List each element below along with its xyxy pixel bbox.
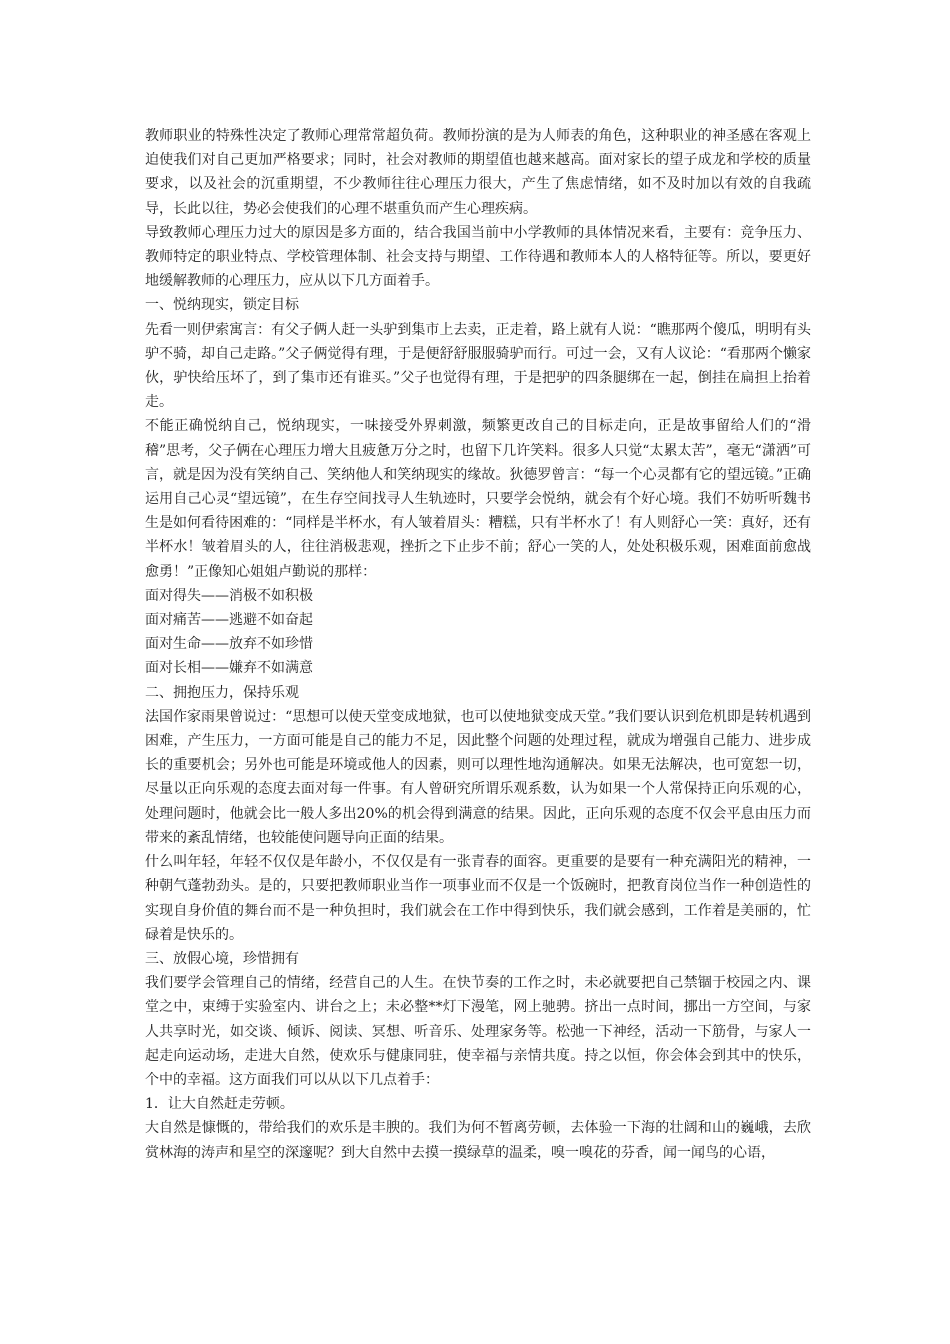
document-body: [145, 124, 811, 1165]
paragraph-intro-2: 导致教师心理压力过大的原因是多方面的，结合我国当前中小学教师的具体情况来看，主要有：竞争压力、教师特定的职业特点、学校管理体制、社会支持与期望、工作待遇和教师本人的人格特征等。所以，要更好地缓解教师的心理压力，应从以下几方面着手。: [145, 224, 811, 290]
list-item-appearance: 面对长相——嫌弃不如满意: [145, 660, 313, 677]
list-item-pain: 面对痛苦——逃避不如奋起: [145, 612, 313, 629]
paragraph-intro-1: 教师职业的特殊性决定了教师心理常常超负荷。教师扮演的是为人师表的角色，这种职业的神圣感在客观上迫使我们对自己更加严格要求；同时，社会对教师的期望值也越来越高。面对家长的望子成龙和学校的质量要求，以及社会的沉重期望，不少教师往往心理压力很大，产生了焦虑情绪，如不及时加以有效的自我疏导，长此以往，势必会使我们的心理不堪重负而产生心理疾病。: [145, 128, 811, 217]
paragraph-fable: 先看一则伊索寓言：有父子俩人赶一头驴到集市上去卖，正走着，路上就有人说：“瞧那两个傻瓜，明明有头驴不骑，却自己走路。”父子俩觉得有理，于是便舒舒服服骑驴而行。可过一会，又有人议论：“看那两个懒家伙，驴快给压坏了，到了集市还有谁买。”父子也觉得有理，于是把驴的四条腿绑在一起，倒挂在扁担上抬着走。: [145, 321, 811, 411]
section-heading-3: 三、放假心境，珍惜拥有: [145, 950, 299, 967]
paragraph-youth: 什么叫年轻，年轻不仅仅是年龄小，不仅仅是有一张青春的面容。更重要的是要有一种充满阳光的精神，一种朝气蓬勃劲头。是的，只要把教师职业当作一项事业而不仅是一个饭碗时，把教育岗位当作一种创造性的实现自身价值的舞台而不是一种负担时，我们就会在工作中得到快乐，我们就会感到，工作着是美丽的，忙碌着是快乐的。: [145, 854, 811, 943]
paragraph-nature: 大自然是慷慨的，带给我们的欢乐是丰腴的。我们为何不暂离劳顿，去体验一下海的壮阔和山的巍峨，去欣赏林海的涛声和星空的深邃呢？到大自然中去摸一摸绿草的温柔，嗅一嗅花的芬香，闻一闻鸟的心语，: [145, 1120, 811, 1161]
section-heading-2: 二、拥抱压力，保持乐观: [145, 684, 299, 701]
paragraph-acceptance: 不能正确悦纳自己，悦纳现实，一味接受外界刺激，频繁更改自己的目标走向，正是故事留给人们的“滑稽”思考，父子俩在心理压力增大且疲惫万分之时，也留下几许笑料。很多人只觉“太累太苦”，毫无“潇洒”可言，就是因为没有笑纳自己、笑纳他人和笑纳现实的缘故。狄德罗曾言：“每一个心灵都有它的望远镜。”正确运用自己心灵“望远镜”，在生存空间找寻人生轨迹时，只要学会悦纳，就会有个好心境。我们不妨听听魏书生是如何看待困难的：“同样是半杯水，有人皱着眉头：糟糕，只有半杯水了！有人则舒心一笑：真好，还有半杯水！皱着眉头的人，往往消极悲观，挫折之下止步不前；舒心一笑的人，处处积极乐观，困难面前愈战愈勇！”正像知心姐姐卢勤说的那样：: [145, 418, 811, 580]
paragraph-optimism: 法国作家雨果曾说过：“思想可以使天堂变成地狱，也可以使地狱变成天堂。”我们要认识到危机即是转机遇到困难，产生压力，一方面可能是自己的能力不足，因此整个问题的处理过程，就成为增强自己能力、进步成长的重要机会；另外也可能是环境或他人的因素，则可以理性地沟通解决。如果无法解决，也可宽恕一切，尽量以正向乐观的态度去面对每一件事。有人曾研究所谓乐观系数，认为如果一个人常保持正向乐观的心，处理问题时，他就会比一般人多出20%的机会得到满意的结果。因此，正向乐观的态度不仅会平息由压力而带来的紊乱情绪，也较能使问题导向正面的结果。: [145, 708, 811, 846]
subheading-nature: 1．让大自然赶走劳顿。: [145, 1096, 294, 1113]
list-item-gain-loss: 面对得失——消极不如积极: [145, 587, 313, 604]
list-item-life: 面对生命——放弃不如珍惜: [145, 636, 313, 653]
paragraph-manage-emotions: 我们要学会管理自己的情绪，经营自己的人生。在快节奏的工作之时，未必就要把自己禁锢于校园之内、课堂之中，束缚于实验室内、讲台之上；未必整**灯下漫笔，网上驰骋。挤出一点时间，挪出一方空间，与家人共享时光，如交谈、倾诉、阅读、冥想、听音乐、处理家务等。松弛一下神经，活动一下筋骨，与家人一起走向运动场，走进大自然，使欢乐与健康同驻，使幸福与亲情共度。持之以恒，你会体会到其中的快乐，个中的幸福。这方面我们可以从以下几点着手：: [145, 975, 811, 1088]
section-heading-1: 一、悦纳现实，锁定目标: [145, 297, 299, 314]
